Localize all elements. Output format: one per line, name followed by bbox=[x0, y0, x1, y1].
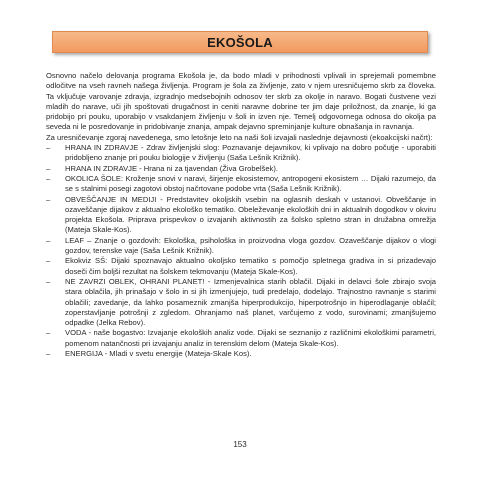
title-banner bbox=[52, 31, 428, 53]
bullet-dash: – bbox=[46, 194, 51, 204]
activity-text: HRANA IN ZDRAVJE - Zdrav življenjski slog: Poznavanje dejavnikov, ki vplivajo na dobro počutje - uporabiti pridobljeno znanje pri pouku biologije v življenju (Saša Lešnik Križnik). bbox=[65, 143, 436, 163]
activity-text: LEAF – Znanje o gozdovih: Ekološka, psihološka in proizvodna vloga gozdov. Ozaveščanje dijakov o vlogi gozdov, terenske vaje (Saša Lešnik Križnik). bbox=[65, 235, 436, 256]
activity-text: VODA - naše bogastvo: Izvajanje ekoloških analiz vode. Dijaki se seznanijo z različnimi ekološkimi parametri, pomenom natančnosti pri izvajanju analiz in terenskim delom (Mateja Skale-Kos). bbox=[65, 328, 436, 348]
list-item bbox=[46, 174, 436, 195]
activity-list bbox=[46, 143, 436, 359]
list-item bbox=[46, 195, 436, 236]
intro-paragraph: Osnovno načelo delovanja programa Ekošola je, da bodo mladi v prihodnosti vplivali in sprejemali pomembne odločitve na vseh ravneh našega življenja. Program je šola za življenje, zato v njem uresničujemo skrb za človeka. Ta vključuje varovanje zdravja, izgradnjo medsebojnih odnosov ter skrb za okolje in naravo. Bogati čustvene vezi mladih do narave, uči jih spoštovati drugačnost in ceniti naravne dobrine ter jim daje priložnost, da znanje, ki ga pridobijo pri pouku, uporabijo v vsakdanjem življenju v šoli in izven nje. Temelj odgovornega odnosa do okolja pa seveda ni le posredovanje in pridobivanje znanja, ampak dejavno spreminjanje kulture obnašanja in ravnanja. bbox=[46, 71, 436, 132]
activity-text: HRANA IN ZDRAVJE - Hrana ni za tjavendan (Živa Grobelšek). bbox=[65, 163, 278, 173]
list-item bbox=[46, 256, 436, 277]
bullet-dash: – bbox=[46, 173, 51, 183]
bullet-dash: – bbox=[46, 328, 51, 338]
list-item bbox=[46, 277, 436, 328]
list-item bbox=[46, 164, 436, 174]
body-content bbox=[46, 71, 436, 359]
bullet-dash: – bbox=[46, 143, 51, 153]
bullet-dash: – bbox=[46, 235, 51, 245]
lead-in-paragraph: Za uresničevanje zgoraj navedenega, smo letošnje leto na naši šoli izvajali naslednje dejavnosti (ekoakcijski načrt): bbox=[46, 132, 433, 142]
activity-text: OKOLICA ŠOLE: Kroženje snovi v naravi, širjenje ekosistemov, antropogeni ekosistem … Dijaki razumejo, da se s stalnimi posegi zagotovi obstoj načrtovane podobe vrta (Saša Lešnik Križnik). bbox=[65, 173, 436, 194]
bullet-dash: – bbox=[46, 276, 51, 286]
activity-text: OBVEŠČANJE IN MEDIJI - Predstavitev okoljskih vsebin na oglasnih deskah v ustanovi. Obveščanje in ozaveščanje dijakov z aktualno ekološko tematiko. Obeleževanje ekoloških dni in aktualnih dogodkov v okviru projekta Ekošola. Priprava prispevkov o izvajanih aktivnostih za šolsko spletno stran in družabna omrežja (Mateja Skale-Kos). bbox=[65, 194, 436, 235]
activity-text: Ekokviz SŠ: Dijaki spoznavajo aktualno okoljsko tematiko s pomočjo spletnega gradiva in si prizadevajo doseči čim boljši rezultat na šolskem tekmovanju (Mateja Skale-Kos). bbox=[65, 256, 436, 276]
activity-text: NE ZAVRZI OBLEK, OHRANI PLANET! - Izmenjevalnica starih oblačil. Dijaki in delavci šole zbirajo svoja stara oblačila, jih prinašajo v šolo in si jih izmenjujejo, tudi predelajo, dodelajo. Trajnostno ravnanje s starimi oblačili; zavedanje, da lahko posameznik zmanjša hiperprodukcijo, hiperpotrošnjo in hiperodlaganje oblačil; zoperstavljanje potrošnji z zgledom. Ohranjamo naš planet, varčujemo z vodo, surovinami; zmanjšujemo odpadke (Jelka Rebov). bbox=[65, 276, 436, 328]
list-item bbox=[46, 143, 436, 164]
page-title: EKOŠOLA bbox=[207, 34, 273, 50]
activity-text: ENERGIJA - Mladi v svetu energije (Mateja-Skale Kos). bbox=[65, 349, 252, 359]
bullet-dash: – bbox=[46, 349, 51, 359]
bullet-dash: – bbox=[46, 163, 51, 173]
bullet-dash: – bbox=[46, 256, 51, 266]
list-item bbox=[46, 349, 436, 359]
list-item bbox=[46, 328, 436, 349]
page-number: 153 bbox=[233, 440, 247, 449]
list-item bbox=[46, 236, 436, 257]
